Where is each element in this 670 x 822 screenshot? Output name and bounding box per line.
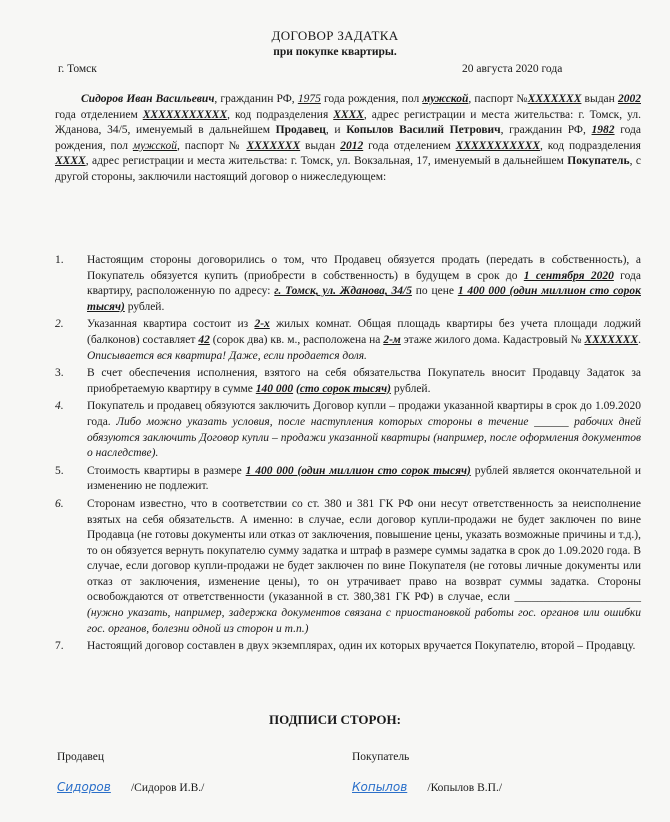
signatures-heading: ПОДПИСИ СТОРОН: <box>269 712 401 727</box>
final-price: 1 400 000 (один миллион сто сорок тысяч) <box>245 464 471 477</box>
seller-issue-year: 2002 <box>617 93 641 105</box>
apartment-floor: 2-м <box>383 333 401 346</box>
seller-label: Продавец <box>57 751 105 763</box>
clause-4-note: Либо можно указать условия, после наступления которых стороны в течение ______ рабочих дней обязуются заключить Договор купли – продажи указанной квартиры (например, после оформления документов о наследстве). <box>87 415 641 460</box>
seller-birth-year: 1975 <box>297 93 321 105</box>
clause-1: 1. Настоящим стороны договорились о том, что Продавец обязуется продать (передать в собственность), а Покупатель обязуется купить (приобрести в собственность) в будущем в срок до 1 сентября 2020 года квартиру, расположенную по адресу: г. Томск, ул. Жданова, 34/5 по цене 1 400 000 (один миллион сто сорок тысяч) рублей. <box>55 254 641 313</box>
apartment-address: г. Томск, ул. Жданова, 34/5 <box>274 285 412 298</box>
clause-7: 7. Настоящий договор составлен в двух экземплярах, один их которых вручается Покупателю, второй – Продавцу. <box>55 640 636 653</box>
seller-signature-line <box>57 780 204 797</box>
clause-2-note: Описывается вся квартира! Даже, если продается доля. <box>87 349 367 362</box>
deposit-words: (сто сорок тысяч) <box>296 382 391 395</box>
preamble: Сидоров Иван Васильевич, гражданин РФ, 1975 года рождения, пол мужской, паспорт №ХХХХХХХ выдан 2002 года отделением ХХХХХХХХХХХ, код подразделения ХХХХ, адрес регистрации и места жительства: г. Томск, ул. Жданова, 34/5, именуемый в дальнейшем Продавец, и Копылов Василий Петрович, гражданин РФ, 1982 года рождения, пол мужской, паспорт № ХХХХХХХ выдан 2012 года отделением ХХХХХХХХХХХ, код подразделения ХХХХ, адрес регистрации и места жительства: г. Томск, ул. Вокзальная, 17, именуемый в дальнейшем Покупатель, с другой стороны, заключили настоящий договор о нижеследующем: <box>55 93 641 183</box>
apartment-area: 42 <box>198 333 210 346</box>
deadline-date: 1 сентября 2020 <box>523 269 614 282</box>
cadastre-number: ХХХХХХХ <box>584 333 639 346</box>
seller-code: ХХХХ <box>333 108 364 121</box>
buyer-role: Покупатель <box>567 155 630 168</box>
buyer-signature: Копылов <box>352 780 408 794</box>
seller-sex: мужской <box>422 93 469 105</box>
seller-dept: ХХХХХХХХХХХ <box>142 108 228 121</box>
buyer-decode: /Копылов В.П./ <box>427 782 503 794</box>
document-title: ДОГОВОР ЗАДАТКА <box>271 28 399 43</box>
city: г. Томск <box>58 63 97 75</box>
buyer-passport: ХХХХХХХ <box>246 139 301 152</box>
document-subtitle: при покупке квартиры. <box>273 46 397 58</box>
clause-6-note: (нужно указать, например, задержка документов связана с приостановкой работы гос. органов или ошибки гос. органов, болезни одной из сторон и т.п.) <box>87 607 641 635</box>
seller-name: Сидоров Иван Васильевич <box>81 93 215 105</box>
clause-2: 2. Указанная квартира состоит из 2-х жилых комнат. Общая площадь квартиры без учета площади лоджий (балконов) составляет 42 (сорок два) кв. м., расположена на 2-м этаже жилого дома. Кадастровый № ХХХХХХХ. Описывается вся квартира! Даже, если продается доля. <box>55 318 641 362</box>
contract-clauses <box>55 253 641 657</box>
buyer-code: ХХХХ <box>55 155 86 168</box>
buyer-dept: ХХХХХХХХХХХ <box>455 139 541 152</box>
buyer-name: Копылов Василий Петрович <box>346 124 501 137</box>
apartment-price: 1 400 000 (один миллион сто сорок тысяч) <box>87 285 641 313</box>
clause-5: 5. Стоимость квартиры в размере 1 400 000 (один миллион сто сорок тысяч) рублей является окончательной и изменению не подлежит. <box>55 464 642 493</box>
deposit-amount: 140 000 <box>255 382 294 395</box>
contract-date: 20 августа 2020 года <box>462 63 563 75</box>
clause-4: 4. Покупатель и продавец обязуются заключить Договор купли – продажи указанной квартиры в срок до 1.09.2020 года. Либо можно указать условия, после наступления которых стороны в течение ______ рабочих дней обязуются заключить Договор купли – продажи указанной квартиры (например, после оформления документов о наследстве). <box>55 400 641 460</box>
seller-decode: /Сидоров И.В./ <box>130 782 205 794</box>
buyer-sex: мужской <box>132 139 177 152</box>
seller-passport: ХХХХХХХ <box>527 93 582 105</box>
clause-3: 3. В счет обеспечения исполнения, взятого на себя обязательства Покупатель вносит Продавцу Задаток за приобретаемую квартиру в сумме 140 000 (сто сорок тысяч) рублей. <box>55 367 641 395</box>
seller-signature: Сидоров <box>57 780 111 794</box>
buyer-birth-year: 1982 <box>591 124 615 137</box>
clause-6: 6. Сторонам известно, что в соответствии со ст. 380 и 381 ГК РФ они несут ответственность за неисполнение взятых на себя обязательств. А именно: в случае, если договор купли-продажи не будет заключен по вине Продавца (не готовы документы или отказ от заключения, повышение цены, указать возможные причины и т.д.), то он обязуется вернуть покупателю сумму задатка и штраф в размере суммы задатка в срок до 1.09.2020 года. В случае, если договор купли-продажи не будет заключен по вине Покупателя (не готовы личные документы или отказ от заключения, изменение цены), то он утрачивает право на возврат суммы задатка. Стороны освобождаются от ответственности (указанной в ст. 380,381 ГК РФ) в случае, если ______________________ (нужно указать, например, задержка документов связана с приостановкой работы гос. органов или ошибки гос. органов, болезни одной из сторон и т.п.) <box>55 497 641 635</box>
buyer-signature-line <box>352 780 502 797</box>
buyer-issue-year: 2012 <box>340 139 364 152</box>
room-count: 2-х <box>254 318 270 331</box>
buyer-label: Покупатель <box>352 751 410 763</box>
seller-role: Продавец <box>275 124 326 137</box>
